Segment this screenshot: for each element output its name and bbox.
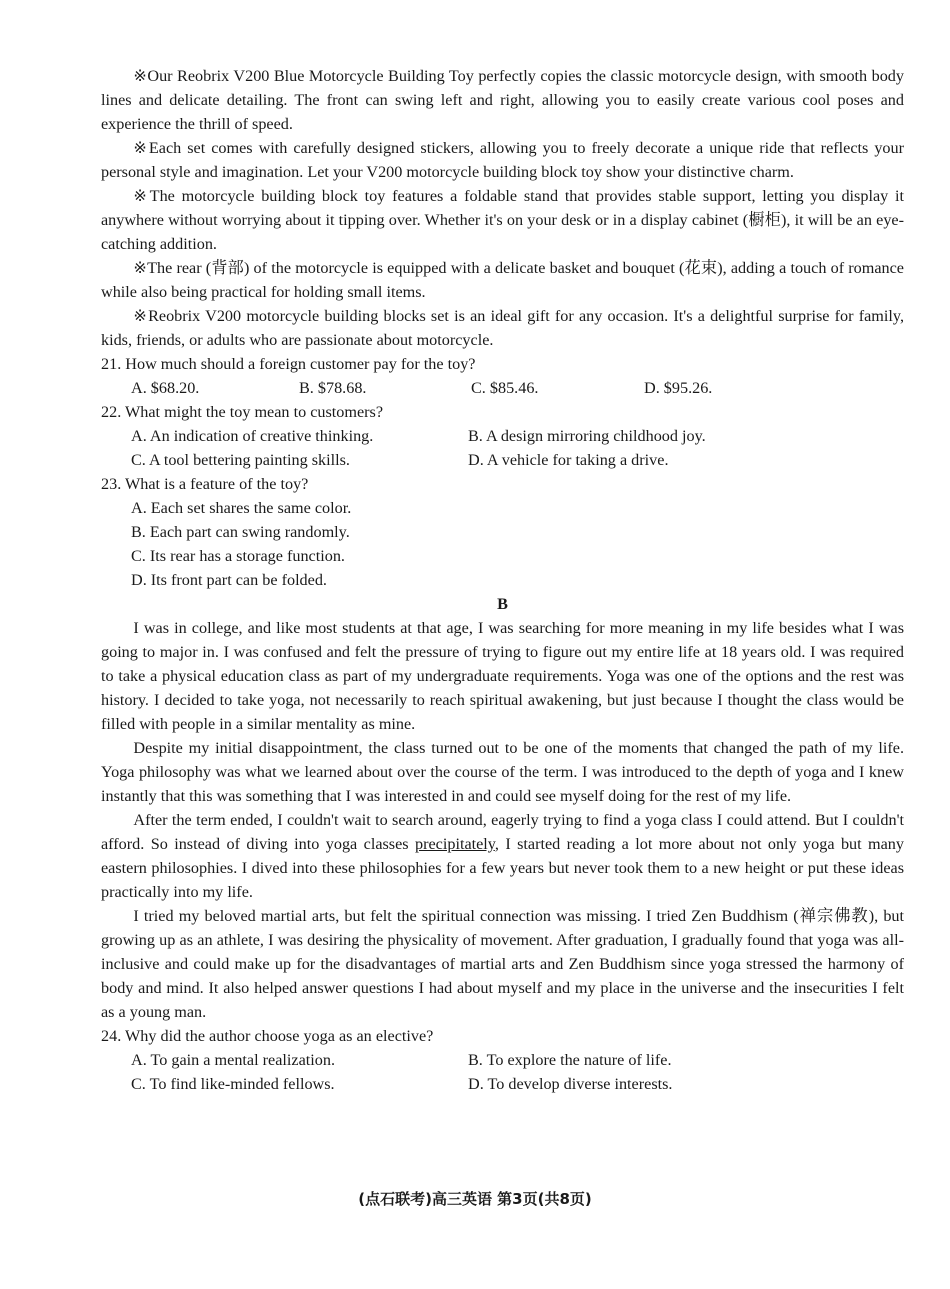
- options: [101, 376, 904, 400]
- feature-paragraph: ※Each set comes with carefully designed stickers, allowing you to freely decorate a unique ride that reflects your personal style and imagination. Let your V200 motorcycle building block toy show your distinctive charm.: [101, 139, 904, 181]
- question-stem: 21. How much should a foreign customer pay for the toy?: [101, 355, 476, 373]
- question-21: [101, 352, 904, 400]
- passage-paragraph: I was in college, and like most students at that age, I was searching for more meaning in my life besides what I was going to major in. I was confused and felt the pressure of trying to figure out my entire life at 18 years old. I was required to take a physical education class as part of my undergraduate requirements. Yoga was one of the options and the rest was history. I decided to take yoga, not necessarily to reach spiritual awakening, but just because I thought the class would be filled with people in a similar mentality as mine.: [101, 619, 904, 733]
- feature-paragraph: ※Our Reobrix V200 Blue Motorcycle Building Toy perfectly copies the classic motorcycle design, with smooth body lines and delicate detailing. The front can swing left and right, allowing you to easily create various cool poses and experience the thrill of speed.: [101, 67, 904, 133]
- page-content: [101, 64, 904, 1096]
- question-stem: 24. Why did the author choose yoga as an elective?: [101, 1027, 434, 1045]
- option-a: A. Each set shares the same color.: [131, 499, 352, 517]
- question-22: [101, 400, 904, 472]
- passage-text: , I started reading a lot more about not only yoga but many eastern philosophies. I dived into these philosophies for a few years but never took them to a new height or put these ideas practically into my life.: [101, 835, 904, 901]
- section-heading: B: [497, 595, 508, 613]
- question-24: [101, 1024, 904, 1096]
- options: [101, 1048, 904, 1096]
- option-b: B. Each part can swing randomly.: [131, 523, 350, 541]
- question-stem: 23. What is a feature of the toy?: [101, 475, 309, 493]
- passage-paragraph: Despite my initial disappointment, the class turned out to be one of the moments that changed the path of my life. Yoga philosophy was what we learned about over the course of the term. I was introduced to the depth of yoga and I knew instantly that this was something that I was interested in and could see myself doing for the rest of my life.: [101, 739, 904, 805]
- option-d: D. Its front part can be folded.: [131, 571, 327, 589]
- passage-paragraph: [101, 808, 904, 904]
- option-b: B. $78.68.: [299, 379, 367, 397]
- passage-paragraph: I tried my beloved martial arts, but felt the spiritual connection was missing. I tried Zen Buddhism (禅宗佛教), but growing up as an athlete, I was desiring the physicality of movement. After graduation, I gradually found that yoga was all-inclusive and could make up for the disadvantages of martial arts and Zen Buddhism since yoga stressed the harmony of body and mind. It also helped answer questions I had about myself and my place in the universe and the insecurities I felt as a young man.: [101, 907, 904, 1021]
- question-stem: 22. What might the toy mean to customers?: [101, 403, 384, 421]
- feature-paragraph: ※The rear (背部) of the motorcycle is equipped with a delicate basket and bouquet (花束), adding a touch of romance while also being practical for holding small items.: [101, 259, 904, 301]
- question-23: [101, 472, 904, 592]
- option-d: D. $95.26.: [644, 379, 713, 397]
- option-b: B. To explore the nature of life.: [468, 1051, 672, 1069]
- page-footer: (点石联考)高三英语 第3页(共8页): [358, 1190, 592, 1208]
- feature-paragraph: ※The motorcycle building block toy features a foldable stand that provides stable support, letting you display it anywhere without worrying about it tipping over. Whether it's on your desk or in a display cabinet (橱柜), it will be an eye-catching addition.: [101, 187, 904, 253]
- option-c: C. $85.46.: [471, 379, 539, 397]
- options: [101, 496, 904, 592]
- option-d: D. A vehicle for taking a drive.: [468, 451, 669, 469]
- option-c: C. Its rear has a storage function.: [131, 547, 345, 565]
- option-c: C. To find like-minded fellows.: [131, 1075, 335, 1093]
- feature-paragraph: ※Reobrix V200 motorcycle building blocks set is an ideal gift for any occasion. It's a delightful surprise for family, kids, friends, or adults who are passionate about motorcycle.: [101, 307, 904, 349]
- underlined-word: precipitately: [415, 835, 495, 853]
- option-a: A. To gain a mental realization.: [131, 1051, 335, 1069]
- option-c: C. A tool bettering painting skills.: [131, 451, 350, 469]
- option-b: B. A design mirroring childhood joy.: [468, 427, 706, 445]
- passage-text: After the term ended, I couldn't wait to search around, eagerly trying to find a yoga class I could attend. But I couldn't afford. So instead of diving into yoga classes: [101, 811, 904, 853]
- option-a: A. $68.20.: [131, 379, 200, 397]
- options: [101, 424, 904, 472]
- option-a: A. An indication of creative thinking.: [131, 427, 374, 445]
- option-d: D. To develop diverse interests.: [468, 1075, 673, 1093]
